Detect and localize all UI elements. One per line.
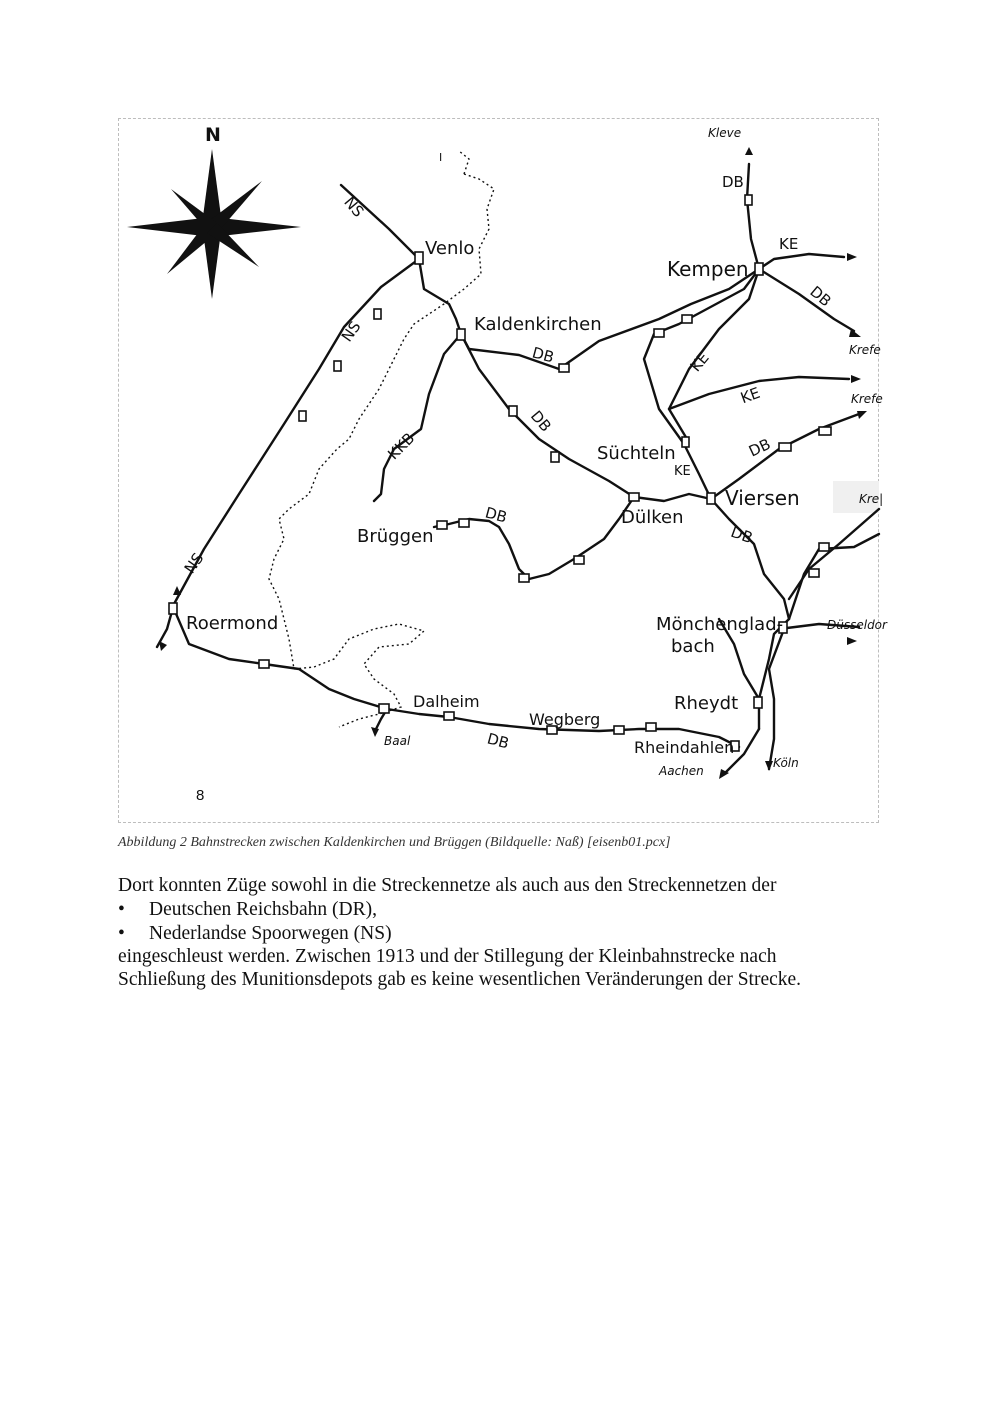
station-d-3 (614, 726, 624, 734)
city-rheindahlen: Rheindahlen (634, 738, 735, 757)
station-d-2 (444, 712, 454, 720)
city-rheydt: Rheydt (674, 693, 739, 714)
arrow-roermond-s (159, 641, 167, 651)
figure-page-number: 8 (196, 787, 205, 804)
station-ns-2 (334, 361, 341, 371)
label-ke-krefeld: KE (738, 383, 763, 408)
bullet-item-dr (118, 898, 377, 921)
label-ns-mid: NS (337, 317, 365, 346)
db-line-duelken-brueggen (434, 497, 634, 579)
line-venlo-kaldenkirchen (419, 259, 461, 334)
line-krefeld-mg (789, 509, 879, 599)
city-duelken: Dülken (621, 507, 684, 528)
arrow-baal (371, 727, 379, 737)
dest-kleve: Kleve (708, 126, 742, 140)
city-moenchengladbach-1: Mönchenglad- (656, 614, 784, 635)
station-d-1 (259, 660, 269, 668)
label-db-suechteln: DB (526, 407, 555, 436)
station-b-2 (519, 574, 529, 582)
city-moenchengladbach-2: bach (671, 636, 715, 657)
bullet-text: Nederlandse Spoorwegen (NS) (149, 923, 392, 944)
railway-map (119, 119, 887, 824)
label-ke-suechteln: KE (674, 464, 691, 479)
label-db-krefeld: DB (806, 282, 835, 311)
city-suechteln: Süchteln (597, 443, 676, 464)
station-kempen (755, 263, 763, 275)
bullet-text: Deutschen Reichsbahn (DR), (149, 899, 377, 920)
station-db-5 (551, 452, 559, 462)
station-ns-3 (299, 411, 306, 421)
station-b-1 (459, 519, 469, 527)
label-db-brueggen: DB (483, 503, 509, 527)
city-viersen: Viersen (725, 486, 800, 510)
station-suechteln (682, 437, 689, 447)
station-ns-1 (374, 309, 381, 319)
label-ns-low: NS (180, 549, 208, 577)
city-roermond: Roermond (186, 613, 279, 634)
compass-north (202, 149, 222, 224)
station-venlo (415, 252, 423, 264)
city-venlo: Venlo (425, 238, 475, 259)
station-viersen (707, 493, 715, 504)
station-dalheim (379, 704, 389, 713)
paragraph-intro: Dort konnten Züge sowohl in die Streckennetze als auch aus den Streckennetzen der (118, 875, 777, 896)
station-brueggen (437, 521, 447, 529)
ke-line-kempen-east (759, 254, 844, 269)
station-b-3 (574, 556, 584, 564)
city-wegberg: Wegberg (529, 710, 601, 729)
station-ke-1 (779, 443, 791, 451)
dest-krefeld-2: Krefe (851, 392, 883, 406)
label-ns-top: NS (340, 193, 368, 221)
arrow-kleve (745, 147, 753, 155)
arrow-krefeld-2 (851, 375, 861, 383)
station-db-3 (682, 315, 692, 323)
db-line-kempen-krefeld (759, 269, 854, 331)
dest-krefeld-3: Kre| (859, 492, 884, 506)
compass-north-label: N (205, 124, 221, 146)
label-db-dalheim: DB (485, 729, 511, 753)
dest-duesseldorf: Düsseldor (827, 618, 887, 632)
label-db-viersen-s: DB (728, 522, 756, 548)
label-db-kleve: DB (722, 173, 744, 191)
station-db-4 (509, 406, 517, 416)
label-db-kaldenkirchen: DB (530, 343, 556, 367)
station-kaldenkirchen (457, 329, 465, 340)
kkb-line-kaldenkirchen-brueggen (374, 334, 461, 501)
compass-rose (127, 149, 301, 299)
station-db-2 (654, 329, 664, 337)
map-figure-frame (118, 118, 887, 823)
dest-koeln: Köln (773, 756, 799, 770)
label-ke-diag: KE (686, 348, 713, 376)
city-brueggen: Brüggen (357, 526, 434, 547)
arrow-duesseldorf (847, 637, 857, 645)
station-roermond (169, 603, 177, 614)
dest-baal: Baal (384, 734, 411, 748)
label-border-mark: I (439, 151, 443, 164)
arrow-ke-east (847, 253, 857, 261)
station-ke-2 (819, 427, 831, 435)
label-db-viersen-e: DB (745, 434, 774, 461)
arrow-roermond-n (173, 586, 181, 595)
label-ke-kempen: KE (779, 235, 799, 253)
station-db-1 (559, 364, 569, 372)
station-kleve-line (745, 195, 752, 205)
station-d-4 (646, 723, 656, 731)
bullet-symbol: • (118, 923, 125, 944)
paragraph-line-3: eingeschleust werden. Zwischen 1913 und der Stillegung der Kleinbahnstrecke nach (118, 946, 777, 967)
station-rheydt (754, 697, 762, 708)
bullet-item-ns (118, 922, 392, 945)
db-line-kleve-kempen (747, 164, 759, 269)
dest-krefeld-1: Krefe (849, 343, 881, 357)
city-kempen: Kempen (667, 257, 749, 281)
arrow-koeln (765, 761, 773, 771)
dest-aachen: Aachen (659, 764, 704, 778)
db-line-viersen-mg (711, 499, 789, 619)
city-dalheim: Dalheim (413, 692, 480, 711)
arrow-krefeld-3 (857, 411, 867, 419)
figure-caption: Abbildung 2 Bahnstrecken zwischen Kaldenkirchen und Brüggen (Bildquelle: Naß) [eisenb01.pcx] (118, 835, 671, 850)
station-duelken (629, 493, 639, 501)
label-kkb: KKB (384, 429, 419, 464)
station-k-2 (809, 569, 819, 577)
bullet-symbol: • (118, 899, 125, 920)
station-k-1 (819, 543, 829, 551)
paragraph-line-4: Schließung des Munitionsdepots gab es keine wesentlichen Veränderungen der Strecke. (118, 969, 802, 990)
line-duelken-viersen (634, 494, 711, 501)
city-kaldenkirchen: Kaldenkirchen (474, 314, 602, 335)
kleinbahn-north (459, 151, 469, 174)
arrow-krefeld-1 (849, 329, 861, 337)
